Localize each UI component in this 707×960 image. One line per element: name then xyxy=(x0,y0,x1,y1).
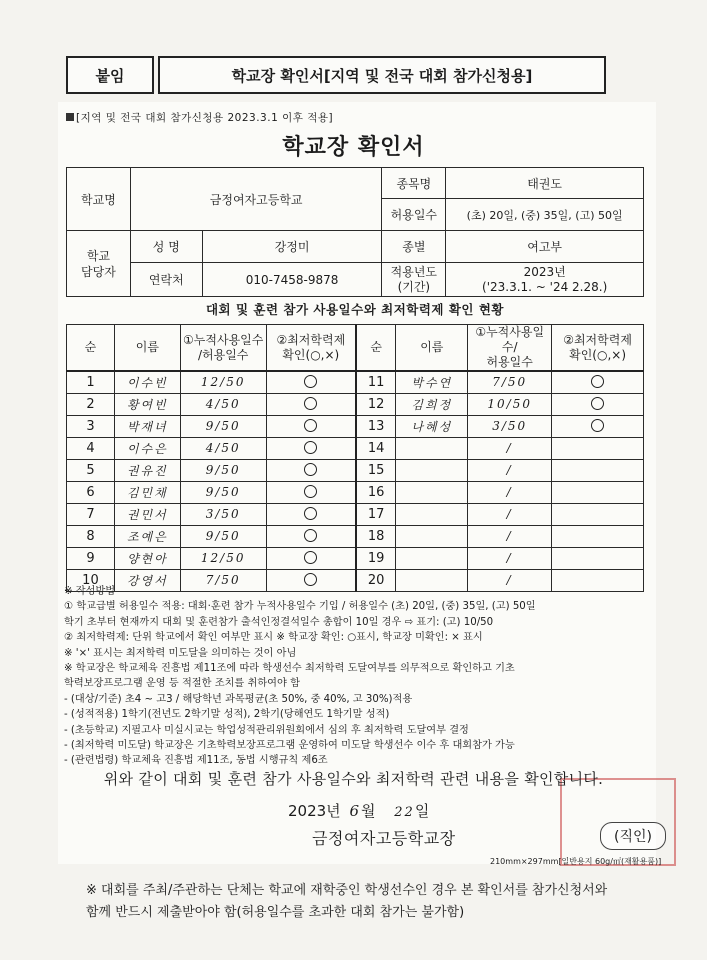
year-label: 적용년도 (기간) xyxy=(382,263,446,297)
document-title: 학교장 확인서 xyxy=(282,135,425,160)
cell-name xyxy=(396,481,468,503)
cell-ok xyxy=(552,481,644,503)
cell-no xyxy=(67,371,115,393)
cell-ok xyxy=(552,525,644,547)
cell-days xyxy=(180,437,266,459)
cell-name xyxy=(396,437,468,459)
cell-text: 9/50 xyxy=(205,528,241,543)
cell-text: 이수빈 xyxy=(126,375,168,390)
table-row xyxy=(67,547,644,569)
cell-text: 14 xyxy=(367,440,385,456)
cell-text: / xyxy=(506,506,513,521)
table-row xyxy=(67,481,644,503)
cell-days xyxy=(468,547,552,569)
cell-text: 16 xyxy=(367,484,385,500)
cell-text: 4/50 xyxy=(205,440,241,455)
cell-text: 2 xyxy=(86,396,95,412)
contact-value: 010-7458-9878 xyxy=(202,263,382,297)
cell-days xyxy=(180,503,266,525)
confirm-statement: 위와 같이 대회 및 훈련 참가 사용일수와 최저학력 관련 내용을 확인합니다. xyxy=(103,770,604,788)
cell-text: 조예은 xyxy=(126,529,168,544)
cell-days xyxy=(180,371,266,393)
square-bullet-icon xyxy=(66,113,74,121)
note-line: ※ 학교장은 학교체육 진흥법 제11조에 따라 학생선수 최저학력 도달여부를 의무적으로 확인하고 기초 xyxy=(64,663,515,675)
table-row xyxy=(67,459,644,481)
cell-no xyxy=(356,503,396,525)
cell-text: 9/50 xyxy=(205,418,241,433)
cell-ok xyxy=(266,415,356,437)
cell-text: 4/50 xyxy=(205,396,241,411)
cell-days xyxy=(180,525,266,547)
cell-text: 3 xyxy=(86,418,95,434)
cell-no xyxy=(356,525,396,547)
cell-no xyxy=(67,525,115,547)
cell-text: 6 xyxy=(86,484,95,500)
col-name: 이름 xyxy=(114,325,180,372)
cell-text: 3/50 xyxy=(205,506,241,521)
date-month: 6 xyxy=(349,802,361,820)
allowed-label: 허용일수 xyxy=(382,199,446,231)
col-no: 순 xyxy=(67,325,115,372)
cell-text: / xyxy=(506,484,513,499)
cell-no xyxy=(67,437,115,459)
cell-text: 황여빈 xyxy=(126,397,168,412)
cell-text: 9 xyxy=(86,550,95,566)
school-name: 금정여자고등학교 xyxy=(130,168,382,231)
cell-text: 3/50 xyxy=(492,418,528,433)
cell-text: 박재녀 xyxy=(126,419,168,434)
school-label: 학교명 xyxy=(67,168,131,231)
cell-no xyxy=(356,371,396,393)
cell-ok xyxy=(266,525,356,547)
cell-name xyxy=(114,371,180,393)
cell-text: 4 xyxy=(86,440,95,456)
cell-name xyxy=(396,393,468,415)
cell-days xyxy=(180,393,266,415)
cell-name xyxy=(114,459,180,481)
cell-ok xyxy=(266,503,356,525)
cell-text: 7/50 xyxy=(205,572,241,587)
cell-days xyxy=(180,459,266,481)
paper-spec: 210mm×297mm[일반용지 60g/㎡(재활용품)] xyxy=(490,857,662,866)
cell-text: 7 xyxy=(86,506,95,522)
table-row xyxy=(67,525,644,547)
note-line: ② 최저학력제: 단위 학교에서 확인 여부만 표시 ※ 학교장 확인: ○표시, 학교장 미확인: × 표시 xyxy=(64,632,483,644)
cell-days xyxy=(468,437,552,459)
check-circle-icon xyxy=(304,551,317,564)
cell-name xyxy=(114,415,180,437)
cell-days xyxy=(180,547,266,569)
table-row xyxy=(67,437,644,459)
note-line: ※ '×' 표시는 최저학력 미도달을 의미하는 것이 아님 xyxy=(64,647,297,659)
cell-text: / xyxy=(506,550,513,565)
instructions xyxy=(64,584,664,769)
cell-name xyxy=(396,371,468,393)
cell-no xyxy=(356,393,396,415)
check-circle-icon xyxy=(304,463,317,476)
cell-text: 17 xyxy=(367,506,385,522)
cell-no xyxy=(67,547,115,569)
bottom-note-line: ※ 대회를 주최/주관하는 단체는 학교에 재학중인 학생선수인 경우 본 확인서를 참가신청서와 xyxy=(86,883,608,898)
cell-days xyxy=(468,525,552,547)
col-grade-right: ②최저학력제 확인(○,×) xyxy=(552,325,644,372)
contact-label: 연락처 xyxy=(130,263,202,297)
name-label: 성 명 xyxy=(130,231,202,263)
cell-ok xyxy=(552,415,644,437)
cell-no xyxy=(356,547,396,569)
manager-name: 강정미 xyxy=(202,231,382,263)
sport-label: 종목명 xyxy=(382,168,446,199)
cell-text: 나혜성 xyxy=(411,419,453,434)
cell-text: 7/50 xyxy=(492,374,528,389)
header-title: 학교장 확인서[지역 및 전국 대회 참가신청용] xyxy=(158,56,606,94)
cell-days xyxy=(180,481,266,503)
cell-text: / xyxy=(506,440,513,455)
cell-text: / xyxy=(506,572,513,587)
cell-ok xyxy=(552,459,644,481)
cell-ok xyxy=(552,437,644,459)
division-value: 여고부 xyxy=(446,231,644,263)
cell-text: 20 xyxy=(367,572,385,588)
col-days: ①누적사용일수 /허용일수 xyxy=(180,325,266,372)
cell-text: 10 xyxy=(82,572,99,588)
date-day-unit: 일 xyxy=(414,802,430,820)
division-label: 종별 xyxy=(382,231,446,263)
check-circle-icon xyxy=(591,375,604,388)
check-circle-icon xyxy=(304,375,317,388)
cell-text: 박수연 xyxy=(411,375,453,390)
cell-no xyxy=(67,459,115,481)
check-circle-icon xyxy=(304,529,317,542)
cell-text: 김민채 xyxy=(126,485,168,500)
cell-ok xyxy=(552,371,644,393)
scope-note: [지역 및 전국 대회 참가신청용 2023.3.1 이후 적용] xyxy=(66,110,333,125)
cell-text: 강영서 xyxy=(126,573,168,588)
cell-name xyxy=(396,525,468,547)
allowed-value: (초) 20일, (중) 35일, (고) 50일 xyxy=(446,199,644,231)
school-signature: 금정여자고등학교장 xyxy=(312,829,456,848)
check-circle-icon xyxy=(304,441,317,454)
year-cell xyxy=(446,263,644,297)
cell-name xyxy=(396,503,468,525)
cell-ok xyxy=(266,547,356,569)
sign-date xyxy=(288,800,429,821)
cell-ok xyxy=(552,393,644,415)
cell-text: 양현아 xyxy=(126,551,168,566)
col-days-right: ①누적사용일수/ 허용일수 xyxy=(468,325,552,372)
official-seal: (직인) xyxy=(600,822,666,850)
sport-value: 태권도 xyxy=(446,168,644,199)
note-line: 학기 초부터 현재까지 대회 및 훈련참가 출석인정결석일수 총합이 10일 경우 ⇨ 표기: (고) 10/50 xyxy=(64,616,494,628)
col-name-right: 이름 xyxy=(396,325,468,372)
cell-days xyxy=(468,393,552,415)
cell-name xyxy=(396,547,468,569)
cell-days xyxy=(468,415,552,437)
period-value: ('23.3.1. ~ '24 2.28.) xyxy=(482,279,608,294)
check-circle-icon xyxy=(304,485,317,498)
bottom-note-line: 함께 반드시 제출받아야 함(허용일수를 초과한 대회 참가는 불가함) xyxy=(86,905,465,920)
col-no-right: 순 xyxy=(356,325,396,372)
cell-text: 5 xyxy=(86,462,95,478)
cell-name xyxy=(114,525,180,547)
cell-ok xyxy=(266,481,356,503)
cell-text: 18 xyxy=(367,528,385,544)
cell-name xyxy=(114,481,180,503)
cell-no xyxy=(67,415,115,437)
cell-name xyxy=(114,393,180,415)
check-circle-icon xyxy=(591,397,604,410)
cell-ok xyxy=(266,393,356,415)
check-circle-icon xyxy=(304,419,317,432)
table-row xyxy=(67,503,644,525)
cell-days xyxy=(468,503,552,525)
check-circle-icon xyxy=(304,397,317,410)
attachment-tag: 붙임 xyxy=(66,56,154,94)
cell-text: 12/50 xyxy=(200,550,246,565)
cell-name xyxy=(114,503,180,525)
cell-days xyxy=(468,481,552,503)
section-title: 대회 및 훈련 참가 사용일수와 최저학력제 확인 현황 xyxy=(205,302,505,317)
cell-text: 이수은 xyxy=(126,441,168,456)
cell-no xyxy=(356,459,396,481)
cell-days xyxy=(468,371,552,393)
table-row xyxy=(67,415,644,437)
cell-text: 19 xyxy=(367,550,385,566)
cell-no xyxy=(67,481,115,503)
cell-no xyxy=(356,415,396,437)
cell-no xyxy=(67,503,115,525)
bottom-notes xyxy=(86,880,607,924)
cell-text: 9/50 xyxy=(205,462,241,477)
cell-text: 권유진 xyxy=(126,463,168,478)
cell-days xyxy=(180,415,266,437)
cell-text: 13 xyxy=(367,418,385,434)
cell-days xyxy=(468,459,552,481)
cell-text: 12 xyxy=(367,396,385,412)
cell-text: 1 xyxy=(86,374,95,390)
note-line: 학력보장프로그램 운영 등 적절한 조치를 취하여야 함 xyxy=(64,678,300,690)
note-line: ① 학교급별 허용일수 적용: 대회·훈련 참가 누적사용일수 기입 / 허용일수 (초) 20일, (중) 35일, (고) 50일 xyxy=(64,601,536,613)
cell-no xyxy=(356,437,396,459)
cell-text: / xyxy=(506,462,513,477)
note-line: - (관련법령) 학교체육 진흥법 제11조, 동법 시행규칙 제6조 xyxy=(64,755,328,767)
cell-text: 11 xyxy=(367,374,385,390)
cell-ok xyxy=(552,503,644,525)
cell-text: 김희정 xyxy=(411,397,453,412)
table-row xyxy=(67,393,644,415)
cell-name xyxy=(396,459,468,481)
cell-text: 8 xyxy=(86,528,95,544)
note-line: - (초등학교) 지필고사 미실시교는 학업성적관리위원회에서 심의 후 최저학력 도달여부 결정 xyxy=(64,724,469,736)
cell-name xyxy=(396,415,468,437)
cell-no xyxy=(67,393,115,415)
cell-name xyxy=(114,547,180,569)
roster-table xyxy=(66,324,644,592)
date-year: 2023년 xyxy=(288,802,341,820)
cell-text: 10/50 xyxy=(487,396,532,411)
note-line: - (최저학력 미도달) 학교장은 기초학력보장프로그램 운영하여 미도달 학생선수 이수 후 대회참가 가능 xyxy=(64,740,515,752)
cell-text: 12/50 xyxy=(200,374,246,389)
cell-text: 권민서 xyxy=(126,507,168,522)
col-grade: ②최저학력제 확인(○,×) xyxy=(266,325,356,372)
check-circle-icon xyxy=(591,419,604,432)
cell-no xyxy=(356,481,396,503)
cell-text: 9/50 xyxy=(205,484,241,499)
note-line: - (대상/기준) 초4 ~ 고3 / 해당학년 과목평균(초 50%, 중 40%, 고 30%)적용 xyxy=(64,693,413,705)
cell-ok xyxy=(552,547,644,569)
check-circle-icon xyxy=(304,507,317,520)
date-month-unit: 월 xyxy=(361,802,376,820)
cell-ok xyxy=(266,437,356,459)
table-row xyxy=(67,371,644,393)
note-line: - (성적적용) 1학기(전년도 2학기말 성적), 2학기(당해연도 1학기말 성적) xyxy=(64,709,390,721)
info-table xyxy=(66,167,644,297)
cell-text: / xyxy=(506,528,513,543)
cell-name xyxy=(114,437,180,459)
cell-ok xyxy=(266,371,356,393)
cell-ok xyxy=(266,459,356,481)
year-value: 2023년 xyxy=(523,264,566,279)
cell-text: 15 xyxy=(367,462,385,478)
date-day: 22 xyxy=(394,805,415,820)
note-line: ※ 작성방법 xyxy=(64,586,116,597)
manager-label: 학교 담당자 xyxy=(67,231,131,297)
